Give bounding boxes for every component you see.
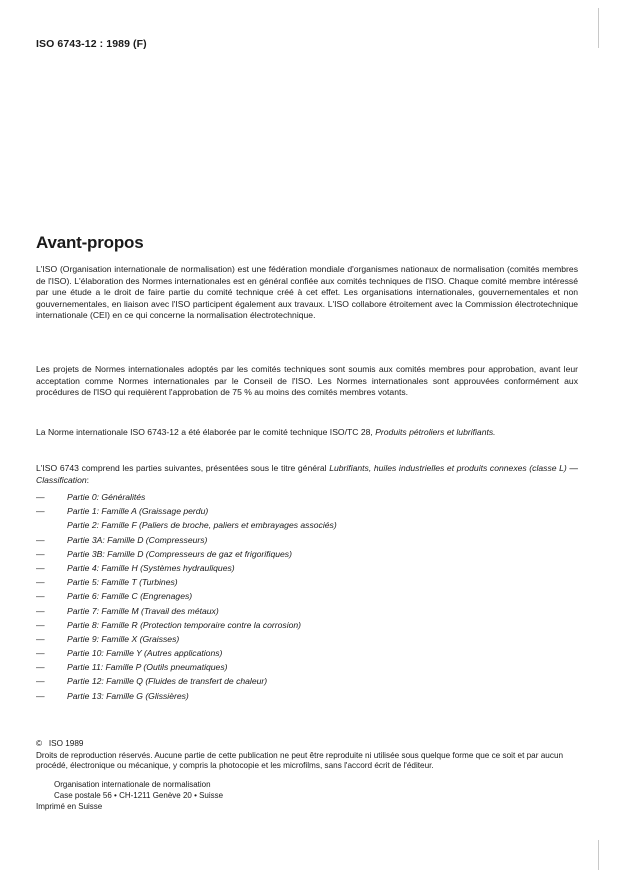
list-item xyxy=(36,575,576,589)
list-dash: — xyxy=(36,577,45,588)
committee-name: Produits pétroliers et lubrifiants. xyxy=(375,427,496,437)
part-label: Partie 0: Généralités xyxy=(67,492,146,502)
list-dash: — xyxy=(36,534,45,545)
list-item xyxy=(36,490,576,504)
copyright-block xyxy=(36,739,581,772)
paragraph-committee xyxy=(36,427,578,439)
list-item xyxy=(36,632,576,646)
publisher-address: Case postale 56 • CH-1211 Genève 20 • Suisse xyxy=(54,790,224,800)
list-item xyxy=(36,660,576,674)
publisher-name: Organisation internationale de normalisation xyxy=(54,780,211,789)
list-dash: — xyxy=(36,591,45,602)
part-label: Partie 4: Famille H (Systèmes hydrauliques) xyxy=(67,562,235,573)
list-dash: — xyxy=(36,619,45,630)
part-label: Partie 10: Famille Y (Autres applications) xyxy=(67,648,223,659)
part-label: Partie 12: Famille Q (Fluides de transfert de chaleur) xyxy=(67,676,268,687)
scan-edge-mark xyxy=(598,840,599,870)
list-dash: — xyxy=(36,690,45,701)
list-dash: — xyxy=(36,633,45,644)
part-label: Partie 3A: Famille D (Compresseurs) xyxy=(67,534,208,545)
general-title: Lubrifiants, huiles industrielles et produits connexes (classe L) — Classification xyxy=(36,463,579,485)
copyright-holder: ISO 1989 xyxy=(48,739,84,748)
scan-edge-mark xyxy=(598,8,599,48)
list-item xyxy=(36,518,576,532)
list-item xyxy=(36,561,576,575)
part-label: Partie 6: Famille C (Engrenages) xyxy=(67,591,193,602)
list-item xyxy=(36,674,576,688)
list-item xyxy=(36,589,576,603)
part-label: Partie 11: Famille P (Outils pneumatiques) xyxy=(67,662,228,673)
part-label: Partie 13: Famille G (Glissières) xyxy=(67,690,189,701)
part-label: Partie 7: Famille M (Travail des métaux) xyxy=(67,605,219,616)
list-item xyxy=(36,689,576,703)
list-item xyxy=(36,504,576,518)
part-label: Partie 2: Famille F (Paliers de broche, paliers et embrayages associés) xyxy=(67,520,337,531)
committee-text: La Norme internationale ISO 6743-12 a été élaborée par le comité technique ISO/TC 28, xyxy=(36,427,373,437)
parts-intro-text: L'ISO 6743 comprend les parties suivantes, présentées sous le titre général xyxy=(36,463,327,473)
paragraph-parts-intro xyxy=(36,463,578,486)
list-item xyxy=(36,618,576,632)
part-label: Partie 9: Famille X (Graisses) xyxy=(67,633,180,644)
list-item xyxy=(36,547,576,561)
paragraph-iso-intro: L'ISO (Organisation internationale de normalisation) est une fédération mondiale d'organismes nationaux de normalisation (comités membres de l'ISO). L'élaboration des Normes internationales est en général confiée aux comités techniques de l'ISO. Chaque comité membre intéressé par une étude a le droit de faire partie du comité technique créé à cet effet. Les organisations internationales, gouvernementales et non gouvernementales, en liaison avec l'ISO participent également aux travaux. L'ISO collabore étroitement avec la Commission électrotechnique internationale (CEI) en ce qui concerne la normalisation électrotechnique. xyxy=(36,264,578,321)
section-heading: Avant-propos xyxy=(36,233,144,252)
list-dash: — xyxy=(36,562,45,573)
parts-intro-colon: : xyxy=(86,474,90,485)
list-item xyxy=(36,533,576,547)
list-dash: — xyxy=(36,648,45,659)
copyright-line xyxy=(36,739,581,750)
list-item xyxy=(36,646,576,660)
document-identifier: ISO 6743-12 : 1989 (F) xyxy=(36,38,147,50)
publisher-block xyxy=(54,780,223,801)
list-dash: — xyxy=(36,662,45,673)
list-dash: — xyxy=(36,506,45,517)
list-dash: — xyxy=(36,492,45,502)
part-label: Partie 8: Famille R (Protection temporaire contre la corrosion) xyxy=(67,619,302,630)
part-label: Partie 5: Famille T (Turbines) xyxy=(67,577,178,588)
list-dash: — xyxy=(36,548,45,559)
parts-list xyxy=(36,490,576,703)
part-label: Partie 1: Famille A (Graissage perdu) xyxy=(67,506,209,517)
part-label: Partie 3B: Famille D (Compresseurs de gaz et frigorifiques) xyxy=(67,548,292,559)
paragraph-approval: Les projets de Normes internationales adoptés par les comités techniques sont soumis aux comités membres pour approbation, avant leur acceptation comme Normes internationales par le Conseil de l'ISO. Les Normes internationales sont approuvées conformément aux procédures de l'ISO qui requièrent l'approbation de 75 % au moins des comités membres votants. xyxy=(36,364,578,398)
printed-in: Imprimé en Suisse xyxy=(36,802,103,811)
list-item xyxy=(36,604,576,618)
rights-notice: Droits de reproduction réservés. Aucune partie de cette publication ne peut être reproduite ni utilisée sous quelque forme que ce soit et par aucun procédé, électronique ou mécanique, y compris la photocopie et les microfilms, sans l'accord écrit de l'éditeur. xyxy=(36,750,564,770)
list-dash: — xyxy=(36,676,45,687)
list-dash: — xyxy=(36,605,45,616)
copyright-icon: © xyxy=(36,739,43,748)
